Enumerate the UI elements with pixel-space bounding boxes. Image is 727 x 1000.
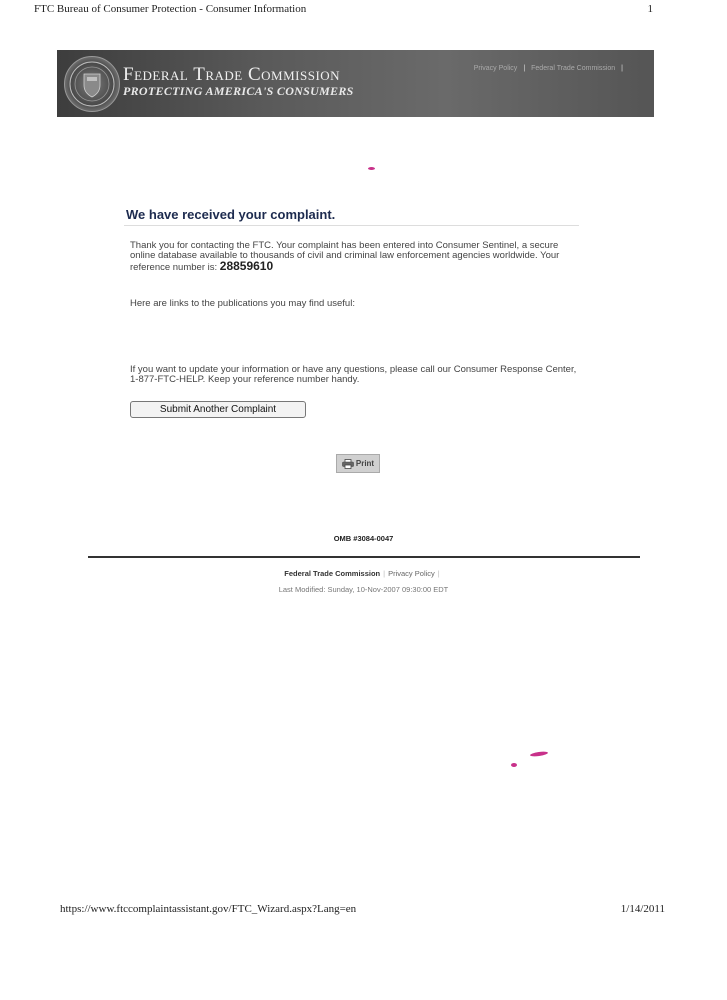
- thank-you-body: Thank you for contacting the FTC. Your complaint has been entered into Consumer Sentinel, a secure online database available to thousands of civil and criminal law enforcement agencies worldwide. Your reference number is:: [130, 240, 560, 273]
- footer-link-privacy[interactable]: Privacy Policy: [388, 569, 435, 578]
- print-header-title: FTC Bureau of Consumer Protection - Consumer Information: [34, 3, 307, 15]
- printer-icon: [342, 459, 354, 469]
- agency-tagline: PROTECTING AMERICA'S CONSUMERS: [123, 84, 354, 98]
- agency-name: Federal Trade Commission: [123, 64, 341, 85]
- print-button-label: Print: [355, 459, 375, 468]
- ftc-banner: [57, 50, 654, 117]
- ink-speck: [368, 167, 375, 170]
- banner-links: Privacy Policy | Federal Trade Commission |: [473, 65, 623, 72]
- ink-speck: [530, 751, 548, 757]
- omb-number: OMB #3084-0047: [333, 534, 394, 543]
- thank-you-text: [130, 241, 579, 273]
- confirmation-content: [124, 205, 579, 418]
- footer-divider: [88, 556, 640, 558]
- ink-speck: [511, 763, 517, 767]
- print-footer-date: 1/14/2011: [620, 903, 665, 915]
- page-title: We have received your complaint.: [124, 205, 579, 226]
- print-header-page-number: 1: [647, 3, 653, 15]
- ftc-seal-icon: [64, 56, 120, 112]
- publications-text: Here are links to the publications you may find useful:: [130, 298, 355, 309]
- banner-link-privacy[interactable]: Privacy Policy: [473, 65, 518, 72]
- print-footer-url: https://www.ftccomplaintassistant.gov/FTC_Wizard.aspx?Lang=en: [60, 903, 357, 915]
- last-modified: Last Modified: Sunday, 10-Nov-2007 09:30:00 EDT: [278, 585, 449, 594]
- reference-number: 28859610: [219, 259, 274, 273]
- submit-another-complaint-button[interactable]: Submit Another Complaint: [130, 401, 306, 418]
- print-button[interactable]: [336, 454, 380, 473]
- footer-link-ftc[interactable]: Federal Trade Commission: [284, 569, 381, 578]
- update-info-text: If you want to update your information or have any questions, please call our Consumer Response Center, 1-877-FTC-HELP. Keep your reference number handy.: [130, 364, 577, 385]
- footer-links: Federal Trade Commission | Privacy Policy |: [284, 569, 440, 578]
- banner-link-ftc[interactable]: Federal Trade Commission: [531, 65, 616, 72]
